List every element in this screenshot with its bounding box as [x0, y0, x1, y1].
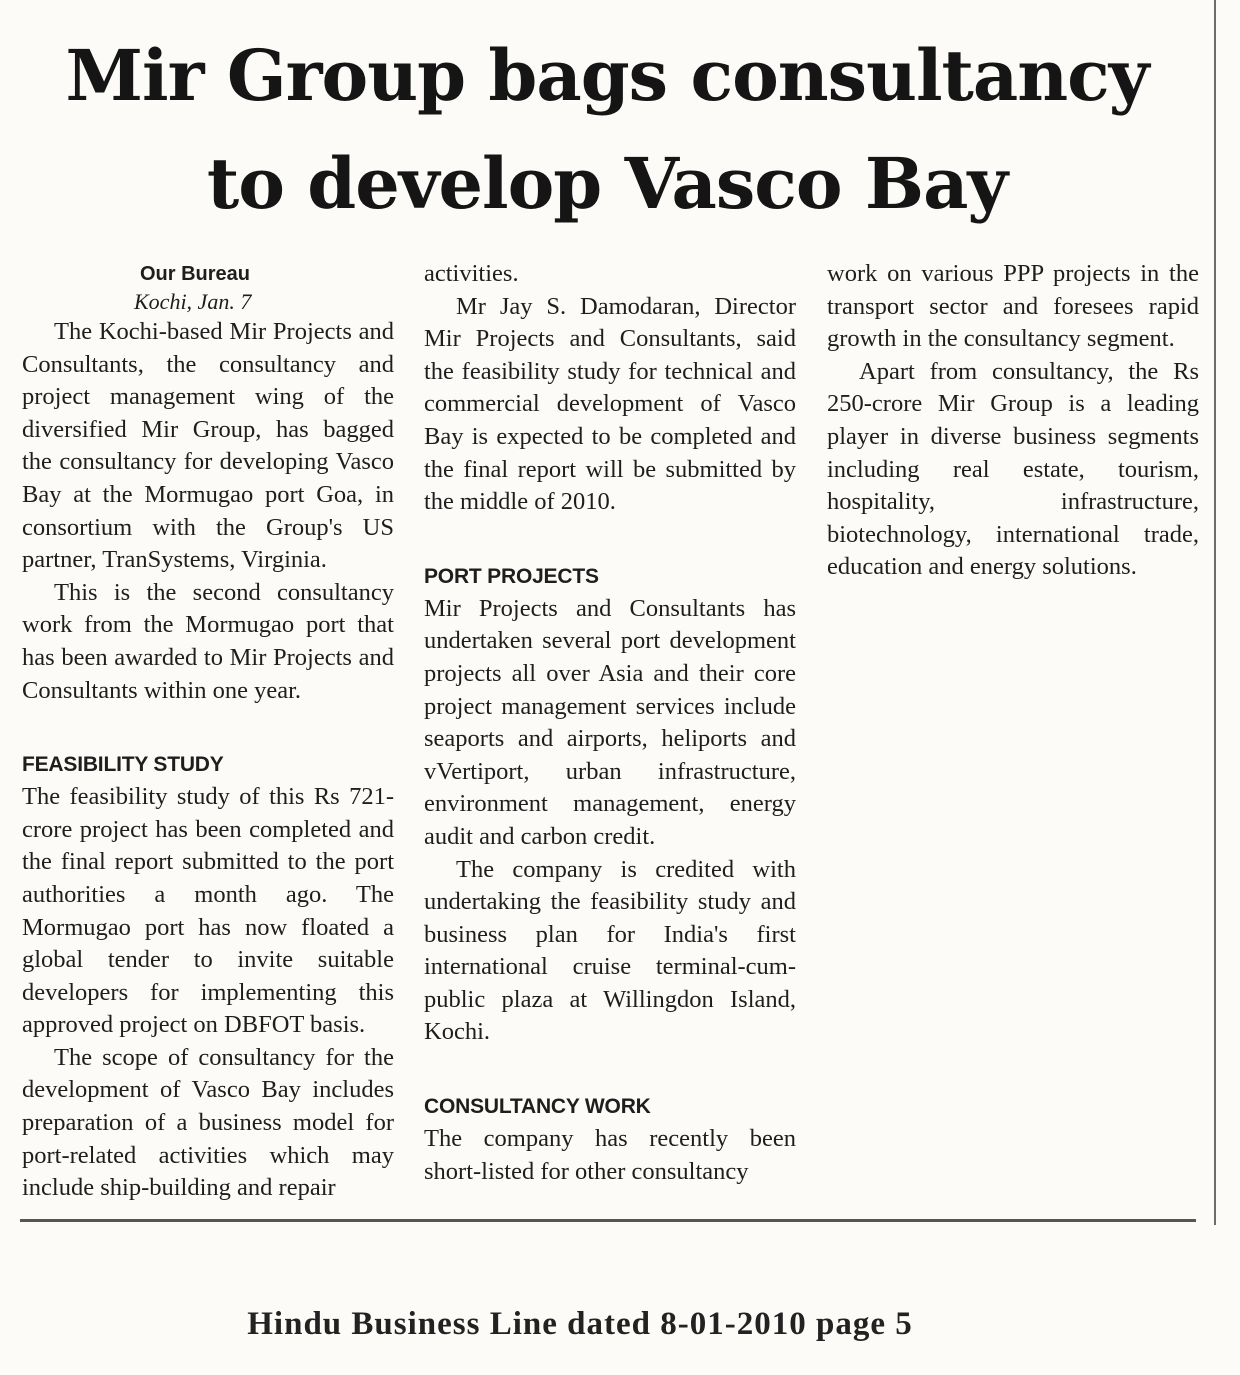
headline-line-2: to develop Vasco Bay [206, 142, 1008, 225]
subhead-port-projects: PORT PROJECTS [424, 564, 599, 588]
byline: Our Bureau [140, 263, 251, 285]
headline-line-1: Mir Group bags consultancy [65, 34, 1149, 117]
source-caption: Hindu Business Line dated 8-01-2010 page 5 [247, 1306, 913, 1342]
paragraph-1: The Kochi-based Mir Projects and Consultants, the consultancy and project management wing of the diversified Mir Group, has bagged the consultancy for developing Vasco Bay at the Mormugao port Goa, in consortium with the Group's US partner, TranSystems, Virginia. [22, 318, 394, 574]
column-border-rule [1214, 0, 1216, 1225]
article-column-3 [827, 258, 1199, 584]
paragraph-4: The scope of consultancy for the development of Vasco Bay includes preparation of a business model for port-related activities which may include ship-building and repair [22, 1043, 394, 1202]
paragraph-8-continued: work on various PPP projects in the transport sector and foresees rapid growth in the consultancy segment. [827, 260, 1199, 353]
bottom-rule [20, 1219, 1196, 1222]
headline [0, 22, 1214, 238]
paragraph-7: The company is credited with undertaking the feasibility study and business plan for India's first international cruise terminal-cum-public plaza at Willingdon Island, Kochi. [424, 855, 796, 1046]
paragraph-6: Mir Projects and Consultants has undertaken several port development projects all over Asia and their core project management services include seaports and airports, heliports and vVertiport, urban infrastructure, environment management, energy audit and carbon credit. [424, 594, 796, 850]
subhead-consultancy-work: CONSULTANCY WORK [424, 1095, 651, 1119]
article-column-2 [424, 258, 796, 1188]
paragraph-2: This is the second consultancy work from the Mormugao port that has been awarded to Mir Projects and Consultants within one year. [22, 578, 394, 704]
paragraph-5: Mr Jay S. Damodaran, Director Mir Projects and Consultants, said the feasibility study for technical and commercial development of Vasco Bay is expected to be completed and the final report will be submitted by the middle of 2010. [424, 292, 796, 516]
paragraph-8: The company has recently been short-listed for other consultancy [424, 1125, 796, 1185]
paragraph-4-continued: activities. [424, 260, 519, 287]
subhead-feasibility-study: FEASIBILITY STUDY [22, 753, 224, 777]
paragraph-3: The feasibility study of this Rs 721-crore project has been completed and the final report submitted to the port authorities a month ago. The Mormugao port has now floated a global tender to invite suitable developers for implementing this approved project on DBFOT basis. [22, 783, 394, 1039]
article-column-1 [22, 258, 394, 1205]
dateline: Kochi, Jan. 7 [134, 289, 252, 314]
paragraph-9: Apart from consultancy, the Rs 250-crore Mir Group is a leading player in diverse business segments including real estate, tourism, hospitality, infrastructure, biotechnology, international trade, education and energy solutions. [827, 357, 1199, 581]
